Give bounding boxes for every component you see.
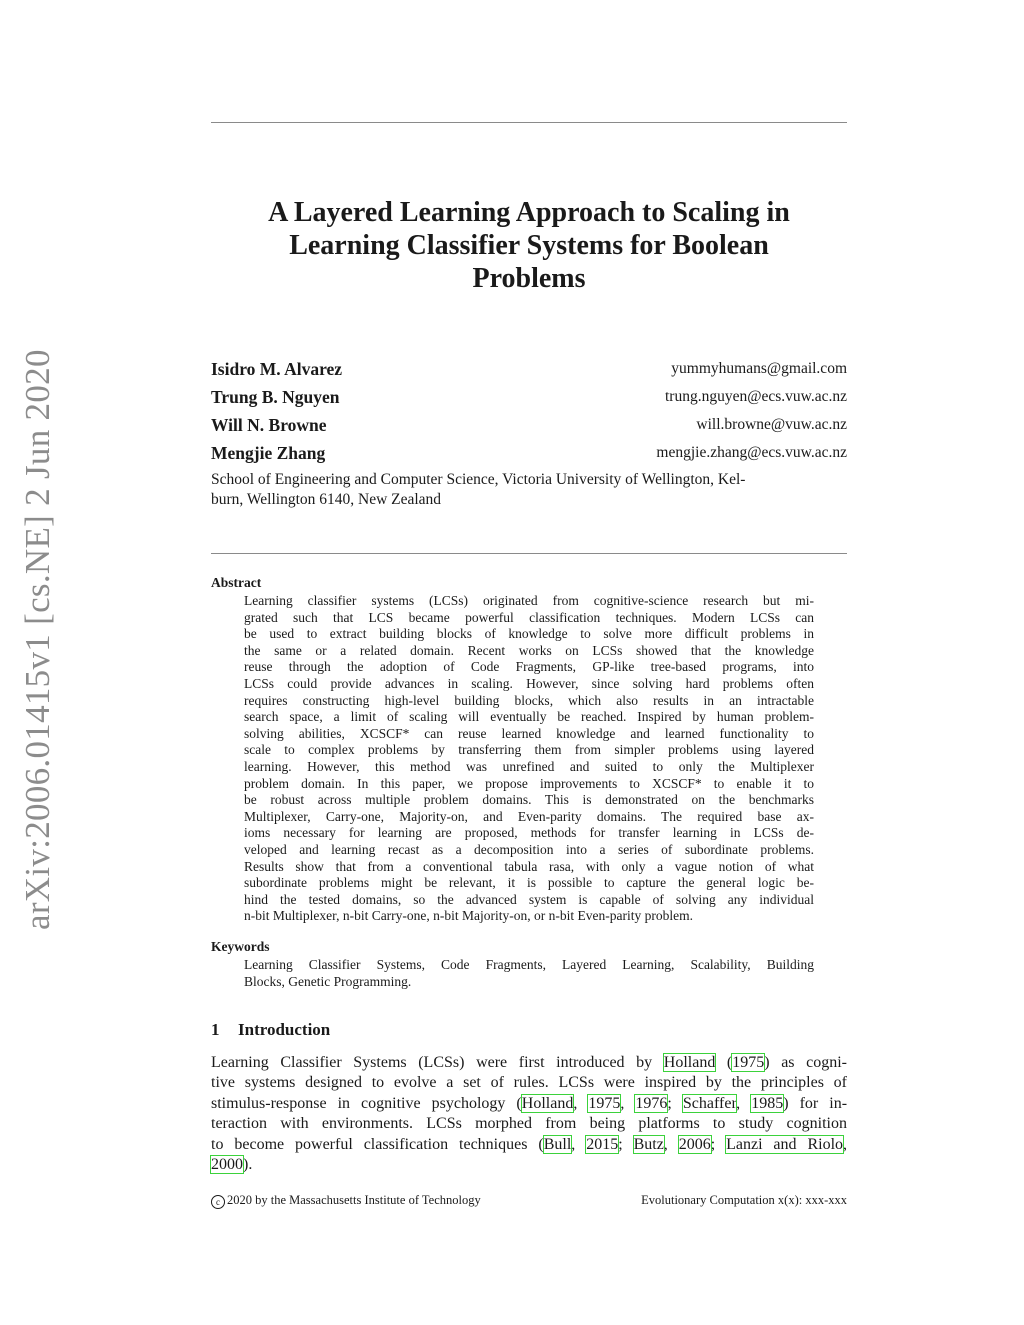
section-title: Introduction bbox=[238, 1020, 331, 1039]
citation-link[interactable]: Schaffer bbox=[682, 1094, 737, 1112]
copyright-icon: c bbox=[211, 1195, 225, 1209]
abstract-line: n-bit Multiplexer, n-bit Carry-one, n-bit Majority-on, or n-bit Even-parity problem. bbox=[244, 908, 693, 924]
paper-title bbox=[211, 196, 847, 295]
keywords-line: Blocks, Genetic Programming. bbox=[244, 973, 412, 989]
title-line: Learning Classifier Systems for Boolean bbox=[289, 230, 769, 261]
keywords-line: Learning Classifier Systems, Code Fragments, Layered Learning, Scalability, Building bbox=[244, 957, 814, 972]
abstract-line: search space, a limit of scaling will eventually be reached. Inspired by human problem- bbox=[244, 709, 814, 725]
citation-link[interactable]: 1976 bbox=[635, 1094, 668, 1112]
page-footer bbox=[211, 1193, 847, 1209]
abstract-line: Learning classifier systems (LCSs) originated from cognitive-science research but mi- bbox=[244, 593, 814, 608]
citation-link[interactable]: Lanzi and Riolo bbox=[726, 1135, 844, 1153]
intro-text: stimulus-response in cognitive psychology ( bbox=[211, 1094, 522, 1112]
author-row bbox=[211, 383, 847, 411]
abstract-line: Multiplexer, Carry-one, Majority-on, and Even-parity domains. The required base ax- bbox=[244, 808, 814, 824]
section-rule bbox=[211, 553, 847, 554]
abstract-line: hind the tested domains, so the advanced system is capable of solving any individual bbox=[244, 891, 814, 907]
author-name: Will N. Browne bbox=[211, 414, 327, 435]
author-email: trung.nguyen@ecs.vuw.ac.nz bbox=[665, 388, 847, 405]
section-heading bbox=[211, 1020, 330, 1040]
abstract-line: ioms necessary for learning are proposed, methods for transfer learning in LCSs de- bbox=[244, 825, 814, 841]
abstract-line: solving abilities, XCSCF* can reuse learned knowledge and learned functionality to bbox=[244, 725, 814, 741]
citation-link[interactable]: 2006 bbox=[678, 1135, 711, 1153]
intro-line: teraction with environments. LCSs morphed from being platforms to study cognition bbox=[211, 1115, 847, 1133]
intro-line bbox=[211, 1155, 847, 1175]
intro-text: , bbox=[620, 1094, 636, 1112]
abstract-line: be used to extract building blocks of knowledge to solve more difficult problems in bbox=[244, 626, 814, 642]
abstract-line: Results show that from a conventional tabula rasa, with only a vague notion of what bbox=[244, 858, 814, 874]
intro-line: tive systems designed to evolve a set of rules. LCSs were inspired by the principles of bbox=[211, 1074, 847, 1092]
abstract-line: LCSs could provide advances in scaling. However, since solving hard problems often bbox=[244, 675, 814, 691]
author-list bbox=[211, 355, 847, 467]
intro-text: ( bbox=[715, 1054, 733, 1071]
intro-text: , bbox=[663, 1135, 679, 1153]
abstract-line: be robust across multiple problem domains. This is demonstrated on the benchmarks bbox=[244, 792, 814, 808]
abstract-line: veloped and learning recast as a decomposition into a series of subordinate problems. bbox=[244, 841, 814, 857]
abstract-line: subordinate problems might be relevant, it is possible to capture the general logic be- bbox=[244, 875, 814, 891]
intro-text: , bbox=[843, 1135, 848, 1153]
keywords-heading: Keywords bbox=[211, 939, 270, 954]
citation-link[interactable]: 1985 bbox=[751, 1094, 784, 1112]
intro-paragraph bbox=[211, 1053, 847, 1175]
copyright-text: 2020 by the Massachusetts Institute of Technology bbox=[227, 1193, 481, 1207]
intro-text: , bbox=[573, 1094, 589, 1112]
journal-info: Evolutionary Computation x(x): xxx-xxx bbox=[641, 1193, 847, 1207]
intro-text: ; bbox=[710, 1135, 727, 1153]
copyright-notice bbox=[211, 1193, 481, 1209]
intro-line bbox=[211, 1053, 847, 1073]
intro-text: to become powerful classification techniques ( bbox=[211, 1135, 544, 1153]
section-number: 1 bbox=[211, 1020, 220, 1039]
intro-text: ) for in- bbox=[783, 1094, 848, 1112]
author-name: Trung B. Nguyen bbox=[211, 386, 340, 407]
abstract-line: reuse through the adoption of Code Fragments, GP-like tree-based programs, into bbox=[244, 659, 814, 675]
affiliation-line: burn, Wellington 6140, New Zealand bbox=[211, 491, 442, 508]
author-email: yummyhumans@gmail.com bbox=[671, 360, 847, 377]
title-line: A Layered Learning Approach to Scaling in bbox=[268, 197, 790, 228]
abstract-line: problem domain. In this paper, we propose improvements to XCSCF* to enable it to bbox=[244, 775, 814, 791]
abstract-heading: Abstract bbox=[211, 575, 262, 590]
citation-link[interactable]: Butz bbox=[633, 1135, 664, 1153]
abstract-body bbox=[244, 593, 814, 925]
title-line: Problems bbox=[472, 263, 586, 294]
author-name: Isidro M. Alvarez bbox=[211, 358, 343, 379]
intro-text: Learning Classifier Systems (LCSs) were first introduced by bbox=[211, 1054, 664, 1071]
intro-line bbox=[211, 1094, 847, 1114]
keywords-body bbox=[244, 957, 814, 990]
intro-text: ). bbox=[243, 1156, 253, 1174]
abstract-line: requires constructing high-level building blocks, which also results in an intractable bbox=[244, 692, 814, 708]
arxiv-stamp: arXiv:2006.01415v1 [cs.NE] 2 Jun 2020 bbox=[18, 349, 57, 930]
author-row bbox=[211, 355, 847, 383]
abstract-line: scale to complex problems by transferring them from simpler problems using layered bbox=[244, 742, 814, 758]
author-email: will.browne@vuw.ac.nz bbox=[696, 416, 847, 433]
affiliation-line: School of Engineering and Computer Science, Victoria University of Wellington, Kel- bbox=[211, 471, 746, 488]
top-rule bbox=[211, 122, 847, 123]
author-row bbox=[211, 439, 847, 467]
abstract-line: learning. However, this method was unrefined and suited to only the Multiplexer bbox=[244, 758, 814, 774]
citation-link[interactable]: Bull bbox=[543, 1135, 572, 1153]
citation-link[interactable]: Holland bbox=[521, 1094, 574, 1112]
intro-text: ) as cogni- bbox=[764, 1054, 848, 1071]
intro-text: , bbox=[571, 1135, 587, 1153]
abstract-line: grated such that LCS became powerful classification techniques. Modern LCSs can bbox=[244, 609, 814, 625]
citation-link[interactable]: 1975 bbox=[732, 1054, 765, 1071]
citation-link[interactable]: 1975 bbox=[588, 1094, 621, 1112]
intro-line bbox=[211, 1135, 847, 1155]
citation-link[interactable]: 2015 bbox=[586, 1135, 619, 1153]
affiliation bbox=[211, 470, 847, 510]
intro-text: ; bbox=[667, 1094, 683, 1112]
author-name: Mengjie Zhang bbox=[211, 442, 326, 463]
intro-text: , bbox=[736, 1094, 752, 1112]
author-row bbox=[211, 411, 847, 439]
citation-link[interactable]: Holland bbox=[663, 1054, 716, 1071]
author-email: mengjie.zhang@ecs.vuw.ac.nz bbox=[656, 444, 847, 461]
abstract-line: the same or a related domain. Recent works on LCSs showed that the knowledge bbox=[244, 642, 814, 658]
citation-link[interactable]: 2000 bbox=[211, 1156, 243, 1174]
intro-text: ; bbox=[618, 1135, 634, 1153]
